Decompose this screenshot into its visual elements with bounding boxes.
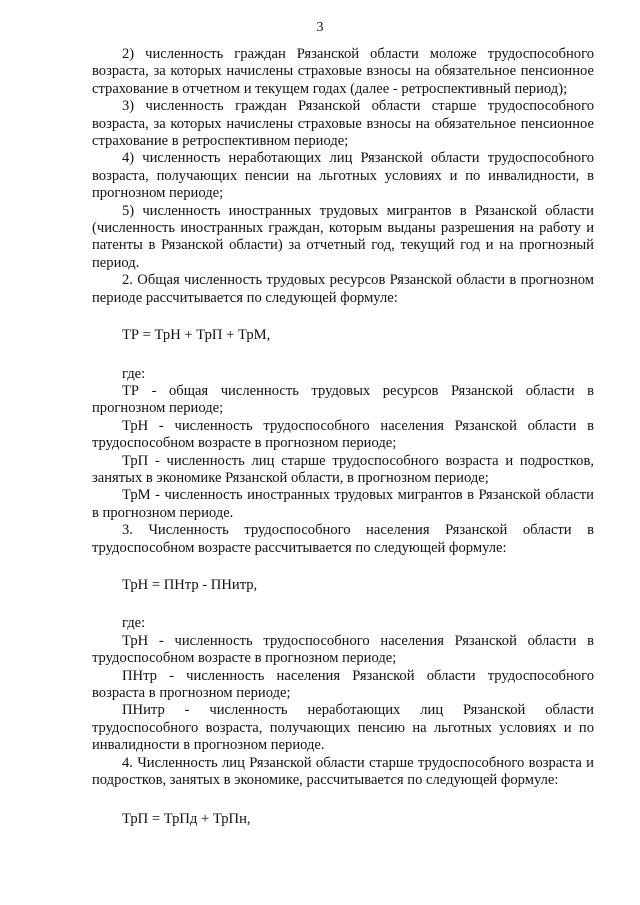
definition-trn: ТрН - численность трудоспособного населения Рязанской области в трудоспособном возрасте в прогнозном периоде; [92, 417, 594, 452]
document-body [92, 46, 594, 829]
formula-trp: ТрП = ТрПд + ТрПн, [122, 811, 251, 828]
formula-tr: ТР = ТрН + ТрП + ТрМ, [122, 327, 271, 344]
paragraph-item-3: 3) численность граждан Рязанской области старше трудоспособного возраста, за которых начислены страховые взносы на обязательное пенсионное страхование в ретроспективном периоде; [92, 98, 594, 150]
where-label-2: где: [122, 615, 146, 632]
definition-trm: ТрМ - численность иностранных трудовых мигрантов в Рязанской области в прогнозном периоде. [92, 487, 594, 521]
paragraph-item-5: 5) численность иностранных трудовых мигрантов в Рязанской области (численность иностранных граждан, которым выданы разрешения на работу и патенты в Рязанской области) за отчетный год, текущий год и на прогнозный период. [92, 202, 594, 271]
definition-pntr: ПНтр - численность населения Рязанской области трудоспособного возраста в прогнозном периоде; [92, 667, 594, 701]
paragraph-section-2: 2. Общая численность трудовых ресурсов Рязанской области в прогнозном периоде рассчитывается по следующей формуле: [92, 272, 594, 306]
where-label: где: [122, 365, 146, 382]
paragraph-section-4: 4. Численность лиц Рязанской области старше трудоспособного возраста и подростков, занятых в экономике, рассчитывается по следующей формуле: [92, 754, 594, 789]
page-number: 3 [316, 20, 324, 35]
paragraph-section-3: 3. Численность трудоспособного населения Рязанской области в трудоспособном возрасте рассчитывается по следующей формуле: [92, 522, 594, 556]
paragraph-item-4: 4) численность неработающих лиц Рязанской области трудоспособного возраста, получающих пенсии на льготных условиях и по инвалидности, в прогнозном периоде; [92, 150, 594, 202]
definition-trp: ТрП - численность лиц старше трудоспособного возраста и подростков, занятых в экономике Рязанской области, в прогнозном периоде; [92, 452, 594, 486]
paragraph-item-2: 2) численность граждан Рязанской области моложе трудоспособного возраста, за которых начислены страховые взносы на обязательное пенсионное страхование в отчетном и текущем годах (далее - ретроспективный период); [92, 46, 594, 97]
definition-trn-2: ТрН - численность трудоспособного населения Рязанской области в трудоспособном возрасте в прогнозном периоде; [92, 632, 594, 667]
definition-pnitr: ПНитр - численность неработающих лиц Рязанской области трудоспособного возраста, получающих пенсию на льготных условиях и по инвалидности в прогнозном периоде. [92, 702, 594, 754]
definition-tr: ТР - общая численность трудовых ресурсов Рязанской области в прогнозном периоде; [92, 382, 594, 417]
formula-trn: ТрН = ПНтр - ПНитр, [122, 576, 258, 593]
